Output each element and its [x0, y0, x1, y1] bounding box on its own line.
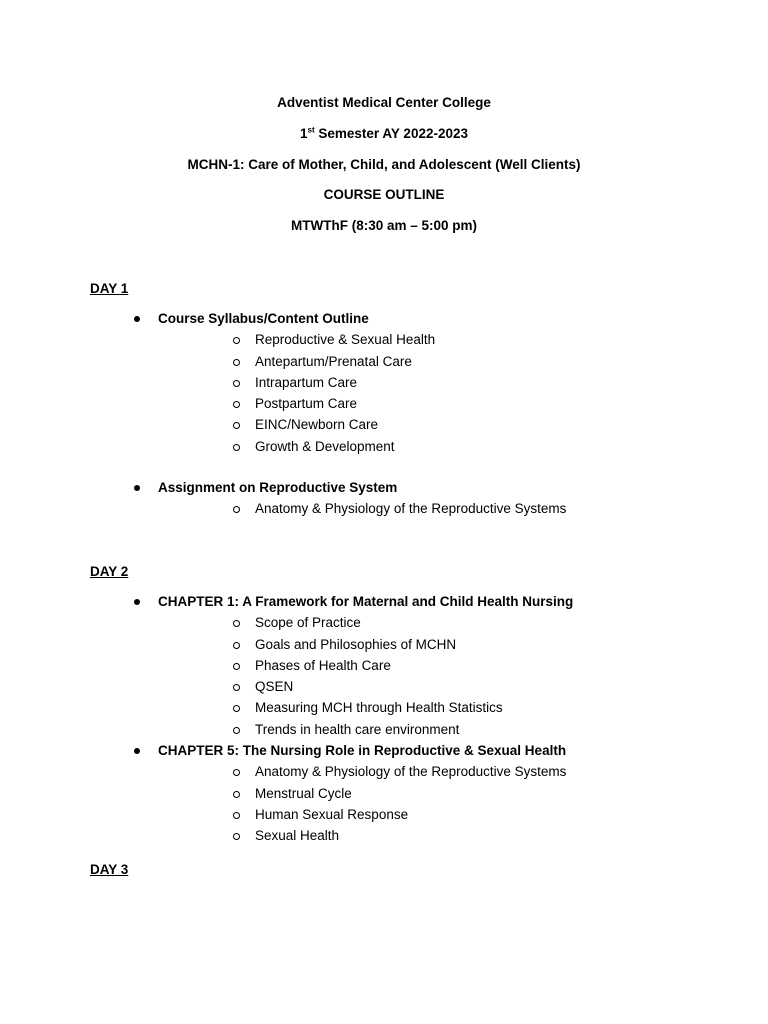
circle-bullet-icon	[233, 444, 240, 451]
sub-item-text: Antepartum/Prenatal Care	[255, 353, 412, 369]
sub-item-text: Sexual Health	[255, 828, 340, 844]
list-item	[0, 740, 768, 761]
schedule-line: MTWThF (8:30 am – 5:00 pm)	[290, 218, 478, 234]
college-name: Adventist Medical Center College	[277, 95, 491, 110]
day-2-section	[0, 591, 768, 847]
circle-bullet-icon	[233, 359, 240, 366]
day-1-heading: DAY 1	[90, 281, 129, 296]
sub-item-text: Anatomy & Physiology of the Reproductive Systems	[255, 501, 567, 517]
bullet-icon	[134, 599, 140, 605]
circle-bullet-icon	[233, 642, 240, 649]
circle-bullet-icon	[233, 663, 240, 670]
circle-bullet-icon	[233, 791, 240, 798]
semester-text: Semester AY 2022-2023	[314, 125, 468, 141]
sub-item-text: Postpartum Care	[255, 396, 358, 412]
circle-bullet-icon	[233, 401, 240, 408]
sub-list-item	[0, 783, 768, 804]
circle-bullet-icon	[233, 812, 240, 819]
sub-item-text: EINC/Newborn Care	[255, 417, 379, 433]
day-3-heading: DAY 3	[90, 862, 129, 877]
sub-list-item	[0, 634, 768, 655]
sub-item-text: Goals and Philosophies of MCHN	[255, 636, 457, 652]
sub-item-text: Scope of Practice	[255, 615, 361, 631]
bullet-icon	[134, 748, 140, 754]
sub-list-item	[0, 498, 768, 519]
bullet-text: Course Syllabus/Content Outline	[158, 311, 369, 326]
spacer	[0, 457, 768, 477]
sub-item-text: Menstrual Cycle	[255, 785, 352, 801]
day-2-heading: DAY 2	[90, 564, 129, 579]
sub-list-item	[0, 825, 768, 846]
sub-list-item	[0, 436, 768, 457]
circle-bullet-icon	[233, 833, 240, 840]
sub-list-item	[0, 719, 768, 740]
sub-item-text: Reproductive & Sexual Health	[255, 332, 436, 348]
bullet-icon	[134, 485, 140, 491]
list-item	[0, 591, 768, 612]
circle-bullet-icon	[233, 727, 240, 734]
sub-list-item	[0, 414, 768, 435]
sub-list-item	[0, 329, 768, 350]
circle-bullet-icon	[233, 380, 240, 387]
circle-bullet-icon	[233, 769, 240, 776]
sub-list-item	[0, 676, 768, 697]
day-1-section	[0, 308, 768, 520]
sub-item-text: Human Sexual Response	[255, 806, 409, 822]
semester-line	[0, 123, 768, 154]
bullet-text: CHAPTER 1: A Framework for Maternal and Child Health Nursing	[158, 594, 574, 609]
semester-number: 1	[299, 125, 308, 141]
list-item	[0, 477, 768, 498]
bullet-text: CHAPTER 5: The Nursing Role in Reproductive & Sexual Health	[158, 743, 567, 759]
sub-list-item	[0, 393, 768, 414]
sub-item-text: Intrapartum Care	[255, 374, 358, 390]
sub-list-item	[0, 612, 768, 633]
outline-title: COURSE OUTLINE	[323, 187, 445, 203]
semester-ordinal: st	[307, 125, 315, 135]
bullet-icon	[134, 316, 140, 322]
course-title: MCHN-1: Care of Mother, Child, and Adolescent (Well Clients)	[187, 156, 581, 172]
document-header	[0, 92, 768, 246]
sub-item-text: Measuring MCH through Health Statistics	[255, 700, 503, 716]
bullet-text: Assignment on Reproductive System	[158, 480, 398, 496]
list-item	[0, 308, 768, 329]
sub-list-item	[0, 804, 768, 825]
sub-list-item	[0, 372, 768, 393]
sub-item-text: Growth & Development	[255, 438, 395, 454]
circle-bullet-icon	[233, 337, 240, 344]
sub-list-item	[0, 761, 768, 782]
sub-list-item	[0, 655, 768, 676]
sub-list-item	[0, 351, 768, 372]
circle-bullet-icon	[233, 422, 240, 429]
circle-bullet-icon	[233, 705, 240, 712]
circle-bullet-icon	[233, 620, 240, 627]
sub-item-text: Trends in health care environment	[255, 721, 460, 737]
sub-item-text: Phases of Health Care	[255, 657, 391, 673]
sub-item-text: Anatomy & Physiology of the Reproductive Systems	[255, 764, 567, 780]
circle-bullet-icon	[233, 684, 240, 691]
circle-bullet-icon	[233, 506, 240, 513]
sub-list-item	[0, 697, 768, 718]
sub-item-text: QSEN	[255, 679, 294, 695]
